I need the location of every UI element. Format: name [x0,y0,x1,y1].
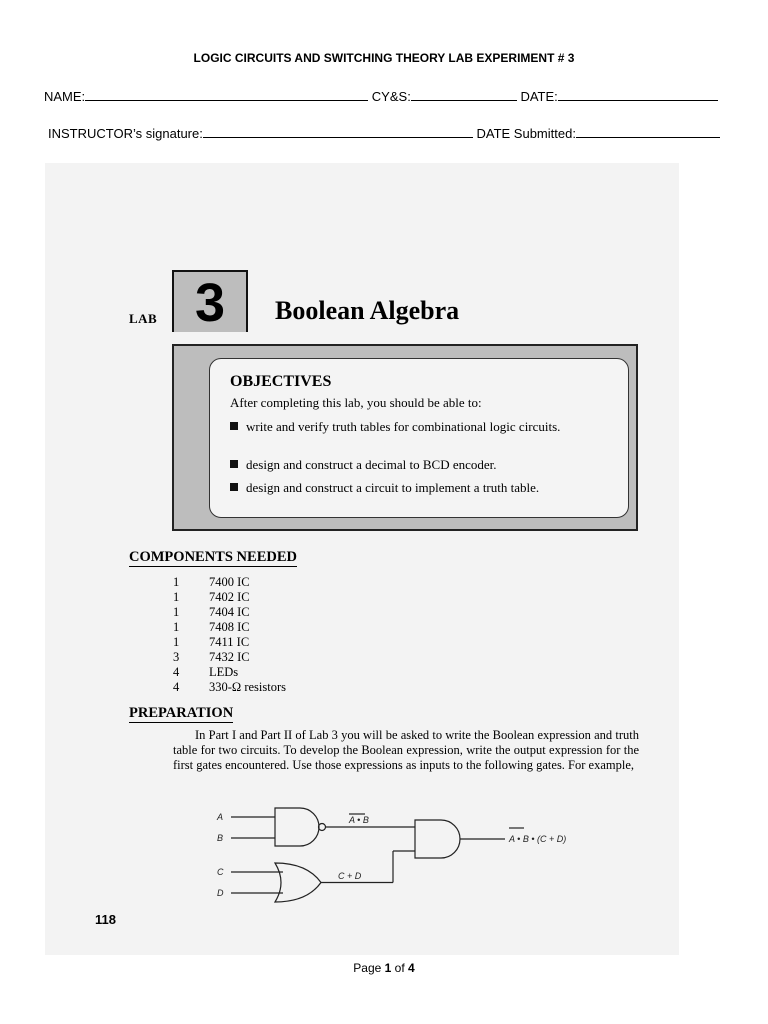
lab-word: LAB [129,311,158,326]
date-submitted-label: DATE Submitted: [476,126,576,141]
date-label: DATE: [520,89,558,104]
name-label: NAME: [44,89,86,104]
input-c-label: C [217,867,224,877]
document-title: LOGIC CIRCUITS AND SWITCHING THEORY LAB EXPERIMENT # 3 [193,51,575,65]
component-row: 4 LEDs [173,665,239,679]
final-output-label: A • B • (C + D) [509,834,567,844]
bullet-square-icon [230,483,238,491]
student-info-line [44,88,718,104]
scanned-textbook-page [45,163,679,955]
objectives-heading: OBJECTIVES [230,373,332,390]
date-submitted-blank [576,125,720,138]
book-page-number: 118 [95,912,116,927]
logic-circuit-diagram [205,803,655,908]
bullet-square-icon [230,460,238,468]
components-list [173,575,286,695]
cys-blank [411,88,517,101]
instructor-signature-blank [203,125,473,138]
or-output-label: C + D [338,871,362,881]
lab-number-box: 3 [172,270,248,332]
input-b-label: B [217,833,224,843]
component-row: 1 7400 IC [173,575,250,589]
component-row: 1 7404 IC [173,605,250,619]
component-row: 1 7411 IC [173,635,250,649]
objective-item: design and construct a circuit to implement a truth table. [230,480,590,495]
component-row: 4 330-Ω resistors [173,680,286,694]
instructor-info-line [48,125,720,141]
nand-output-label: A • B [349,815,369,825]
objectives-intro: After completing this lab, you should be able to: [230,395,482,410]
components-heading: COMPONENTS NEEDED [129,549,297,565]
input-d-label: D [217,888,224,898]
instructor-signature-label: INSTRUCTOR’s signature: [48,126,203,141]
lab-title: Boolean Algebra [275,296,460,325]
objective-item: write and verify truth tables for combinational logic circuits. [230,419,590,434]
objective-item: design and construct a decimal to BCD encoder. [230,457,590,472]
cys-label: CY&S: [371,89,411,104]
preparation-heading: PREPARATION [129,705,234,721]
page-footer: Page 1 of 4 [353,961,415,975]
bullet-square-icon [230,422,238,430]
name-blank [85,88,368,101]
date-blank [558,88,718,101]
component-row: 3 7432 IC [173,650,250,664]
component-row: 1 7408 IC [173,620,250,634]
preparation-paragraph: In Part I and Part II of Lab 3 you will be asked to write the Boolean expression and truth table for two circuits. To develop the Boolean expression, write the output expression for the first gates encountered. Use those expressions as inputs to the following gates. For example, [173,728,639,773]
component-row: 1 7402 IC [173,590,250,604]
input-a-label: A [217,812,224,822]
